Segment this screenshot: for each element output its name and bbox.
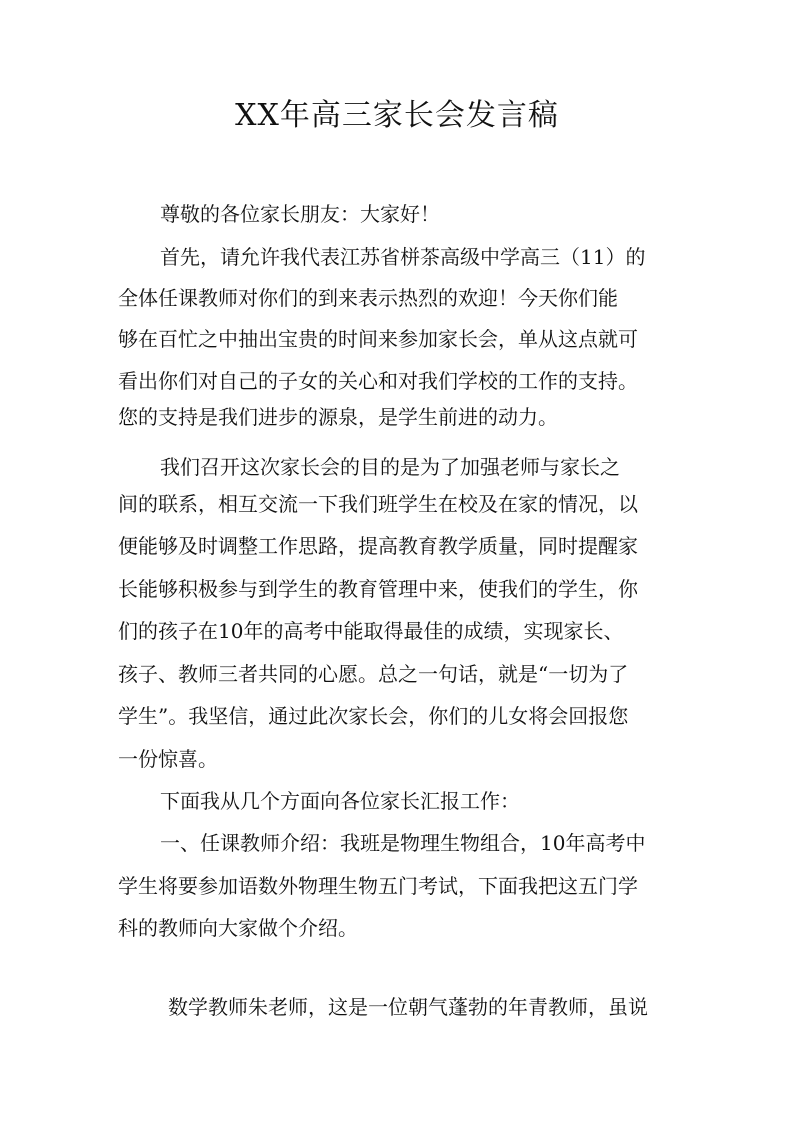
paragraph-line: 够在百忙之中抽出宝贵的时间来参加家长会，单从这点就可 (118, 327, 638, 351)
paragraph-line: 一、任课教师介绍：我班是物理生物组合，10年高考中 (160, 831, 646, 855)
paragraph-line: 间的联系，相互交流一下我们班学生在校及在家的情况，以 (118, 492, 638, 516)
paragraph-line: 便能够及时调整工作思路，提高教育教学质量，同时提醒家 (118, 534, 638, 558)
greeting-line: 尊敬的各位家长朋友：大家好！ (160, 202, 440, 226)
paragraph-line: 全体任课教师对你们的到来表示热烈的欢迎！今天你们能 (118, 286, 618, 310)
paragraph-line: 长能够积极参与到学生的教育管理中来，使我们的学生，你 (118, 577, 638, 601)
document-title: XX年高三家长会发言稿 (235, 98, 559, 133)
paragraph-line: 首先，请允许我代表江苏省栟茶高级中学高三（11）的 (160, 245, 646, 269)
paragraph-line: 们的孩子在10年的高考中能取得最佳的成绩，实现家长、 (118, 619, 624, 643)
paragraph-line: 您的支持是我们进步的源泉，是学生前进的动力。 (118, 405, 558, 429)
paragraph-line: 我们召开这次家长会的目的是为了加强老师与家长之 (160, 455, 620, 479)
paragraph-line: 科的教师向大家做个介绍。 (118, 916, 358, 940)
paragraph-line: 学生”。我坚信，通过此次家长会，你们的儿女将会回报您 (118, 704, 629, 728)
paragraph-line: 看出你们对自己的子女的关心和对我们学校的工作的支持。 (118, 369, 638, 393)
paragraph-line: 数学教师朱老师，这是一位朝气蓬勃的年青教师，虽说 (168, 995, 648, 1019)
paragraph-line: 下面我从几个方面向各位家长汇报工作： (160, 789, 520, 813)
paragraph-line: 学生将要参加语数外物理生物五门考试，下面我把这五门学 (118, 874, 638, 898)
paragraph-line: 一份惊喜。 (118, 747, 218, 771)
paragraph-line: 孩子、教师三者共同的心愿。总之一句话，就是“一切为了 (118, 662, 629, 686)
